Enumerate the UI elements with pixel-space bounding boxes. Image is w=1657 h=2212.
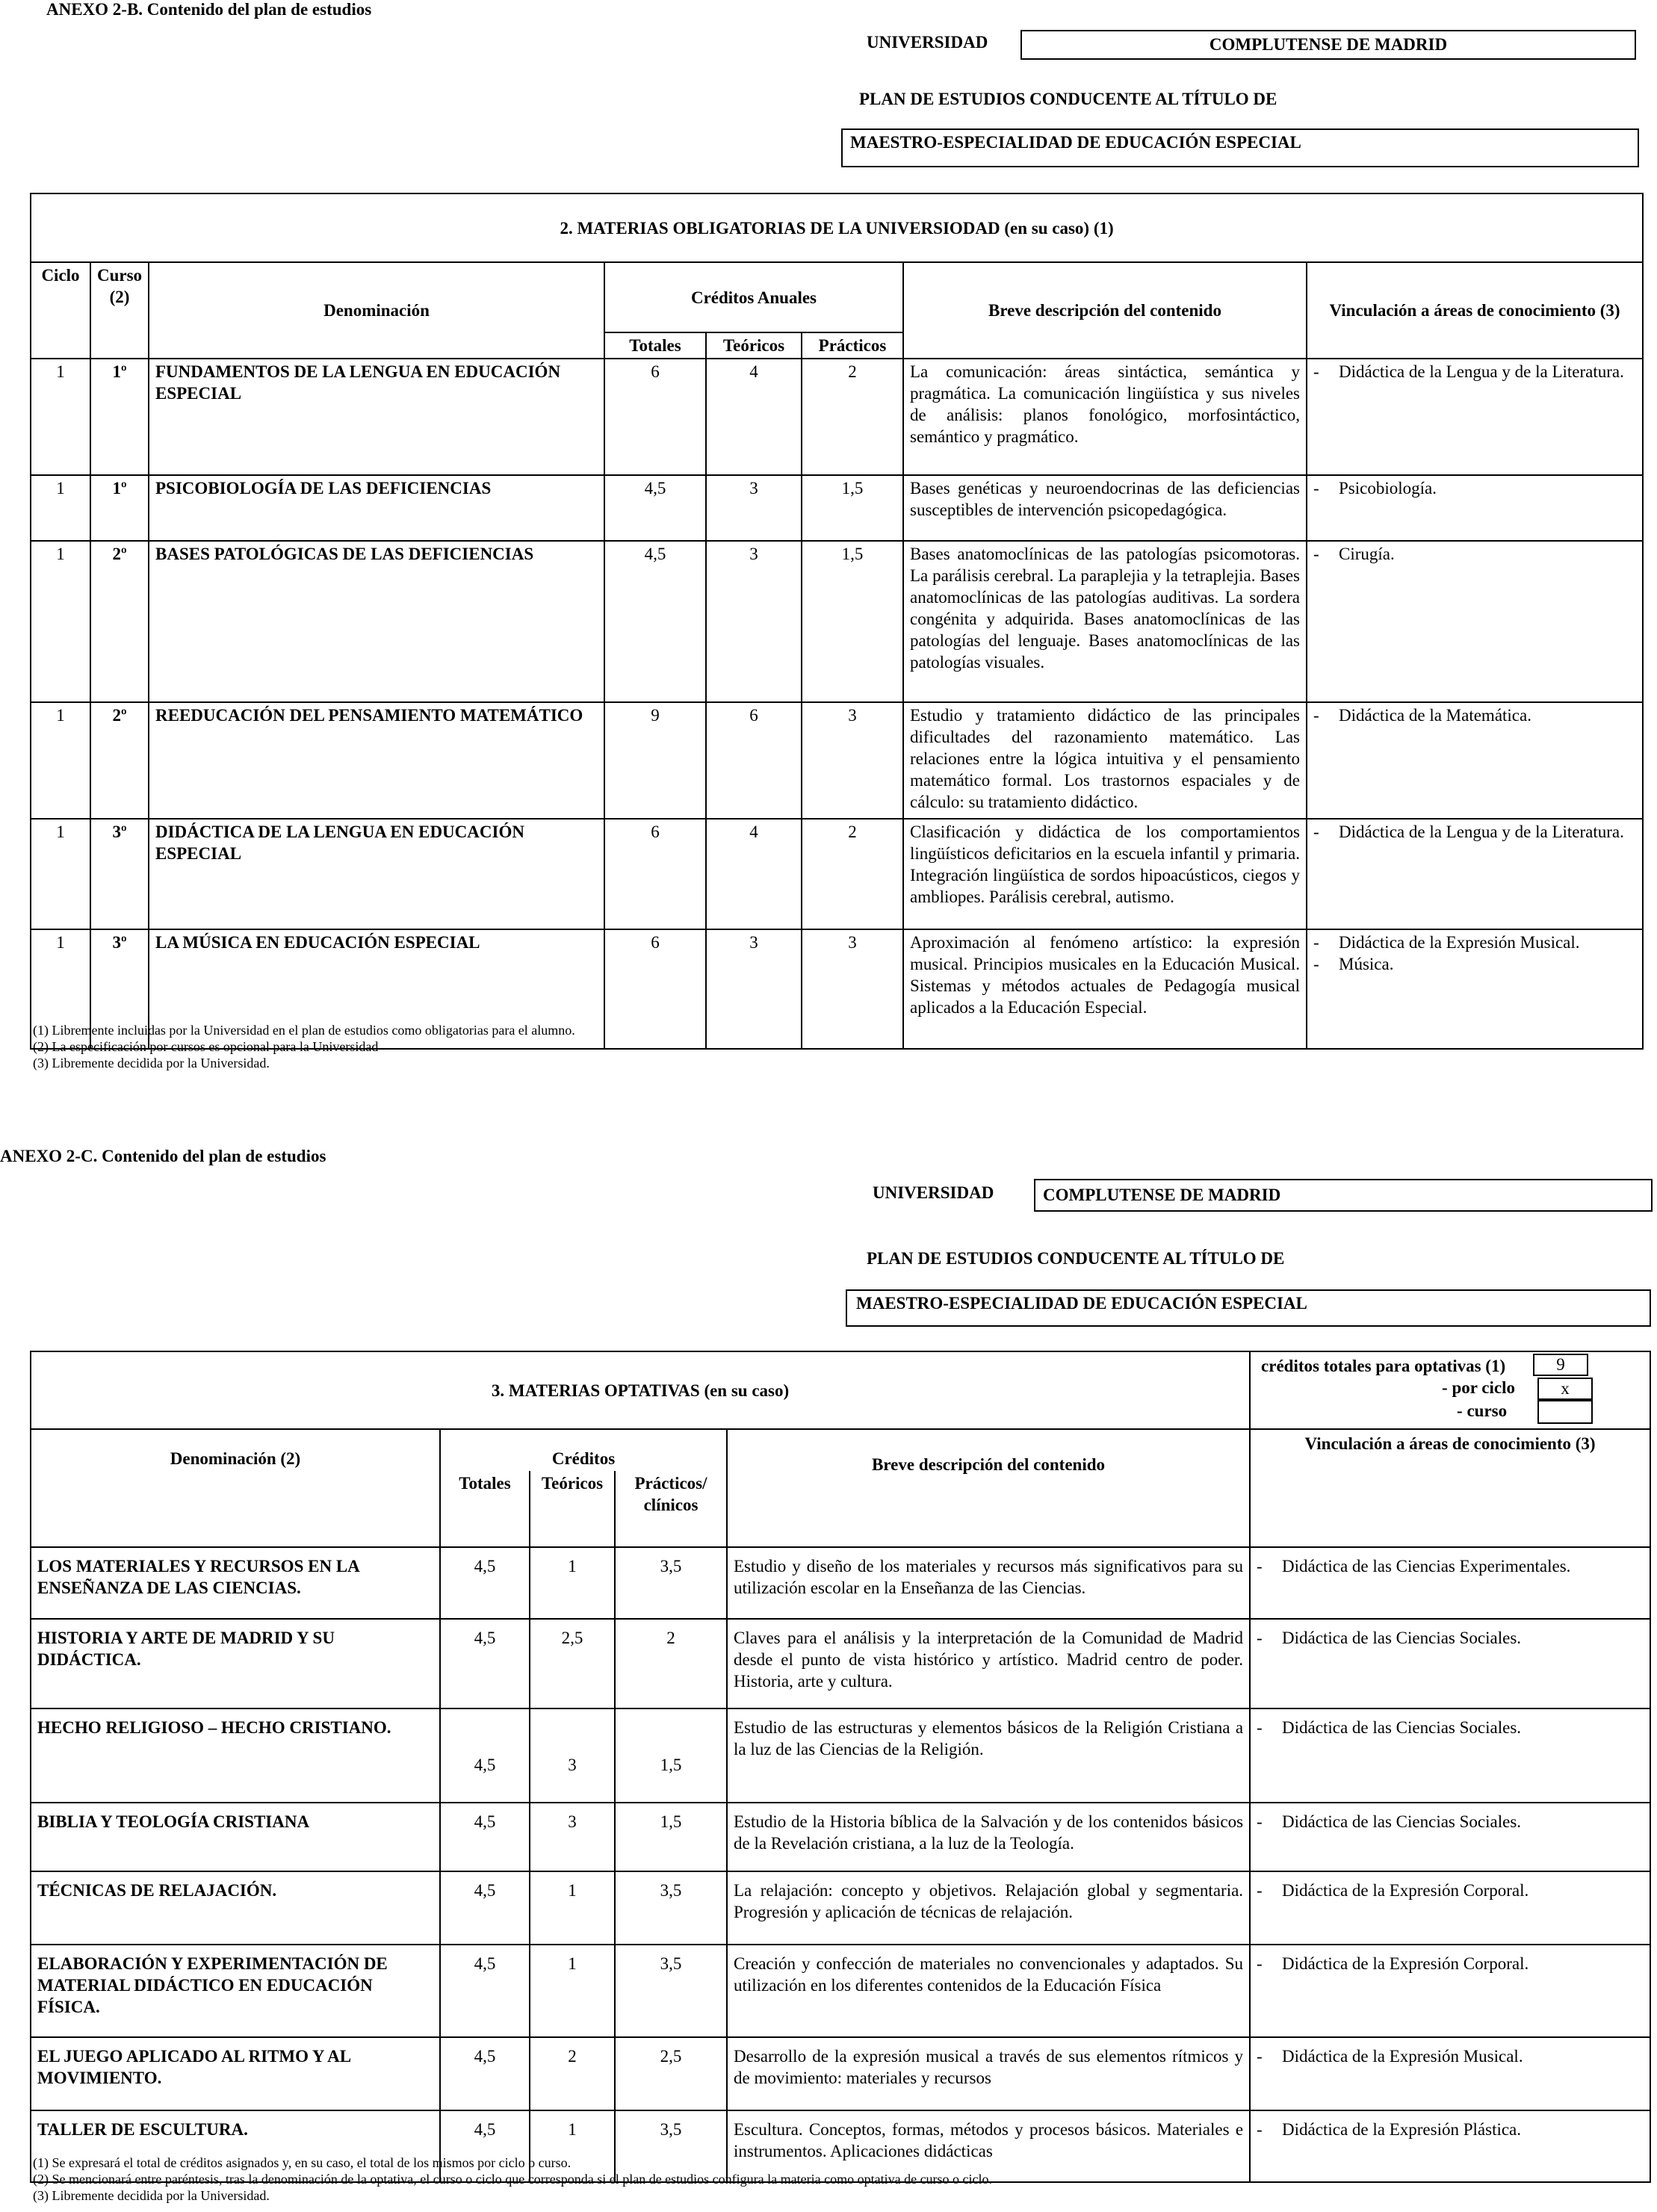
header-totales-b: Totales: [604, 332, 706, 359]
header-creditos-c: Créditos: [440, 1429, 727, 1471]
subject-name: PSICOBIOLOGÍA DE LAS DEFICIENCIAS: [149, 475, 604, 541]
header-ciclo: Ciclo: [31, 262, 90, 359]
credits-total: 4,5: [440, 1708, 530, 1803]
table-row: [31, 1803, 1650, 1871]
ciclo-cell: 1: [31, 929, 90, 1049]
knowledge-area: [1313, 932, 1636, 953]
table-title-c: 3. MATERIAS OPTATIVAS (en su caso): [31, 1351, 1250, 1429]
subject-description: Clasificación y didáctica de los comportamientos lingüísticos deficitarios en la escuela infantil y primaria. Integración lingüística de sordos hipoacústicos, ciegos y ambliopes. Parálisis cerebral, autismo.: [903, 819, 1307, 929]
table-row: [31, 702, 1643, 819]
credits-theory: 1: [530, 2110, 615, 2182]
subject-description: Estudio y diseño de los materiales y recursos más significativos para su utilización escolar en la Enseñanza de las Ciencias.: [727, 1547, 1250, 1619]
total-optional-credits-label: créditos totales para optativas (1): [1261, 1357, 1506, 1375]
knowledge-area-text: Didáctica de la Expresión Corporal.: [1282, 1954, 1529, 1973]
credits-total: 4,5: [604, 541, 706, 702]
header-descripcion-c: Breve descripción del contenido: [727, 1429, 1250, 1547]
credits-total: 4,5: [440, 2037, 530, 2110]
list-dash: -: [1313, 479, 1319, 498]
knowledge-area-cell: [1250, 1619, 1650, 1708]
knowledge-area-text: Didáctica de las Ciencias Sociales.: [1282, 1629, 1522, 1647]
list-dash: -: [1257, 1718, 1263, 1737]
subject-description: Escultura. Conceptos, formas, métodos y procesos básicos. Materiales e instrumentos. Aplicaciones didácticas: [727, 2110, 1250, 2182]
table-row: [31, 1945, 1650, 2037]
table-row: [31, 2037, 1650, 2110]
subject-name: BASES PATOLÓGICAS DE LAS DEFICIENCIAS: [149, 541, 604, 702]
degree-title-box-b: [841, 128, 1639, 167]
knowledge-area: [1257, 1555, 1644, 1577]
table-row: [31, 1619, 1650, 1708]
table-title-b: 2. MATERIAS OBLIGATORIAS DE LA UNIVERSIODAD (en su caso) (1): [31, 193, 1643, 262]
knowledge-area: [1257, 2119, 1644, 2140]
subject-description: Bases genéticas y neuroendocrinas de las deficiencias susceptibles de intervención psicopedagógica.: [903, 475, 1307, 541]
header-vinculacion-c: Vinculación a áreas de conocimiento (3): [1250, 1429, 1650, 1547]
header-practicos-c: Prácticos/ clínicos: [615, 1471, 727, 1547]
credits-practice: 2: [615, 1619, 727, 1708]
obligatory-subjects-table: [30, 193, 1644, 1050]
footnote: (1) Libremente incluidas por la Universidad en el plan de estudios como obligatorias para el alumno.: [33, 1023, 575, 1038]
knowledge-area: [1257, 1811, 1644, 1833]
plan-label-b: PLAN DE ESTUDIOS CONDUCENTE AL TÍTULO DE: [859, 90, 1277, 108]
header-denominacion-b: Denominación: [149, 262, 604, 359]
header-denominacion-c: Denominación (2): [31, 1429, 440, 1547]
list-dash: -: [1257, 2047, 1263, 2066]
header-vinculacion-b: Vinculación a áreas de conocimiento (3): [1307, 262, 1643, 359]
degree-title-b: MAESTRO-ESPECIALIDAD DE EDUCACIÓN ESPECIAL: [850, 133, 1301, 152]
subject-name: TALLER DE ESCULTURA.: [31, 2110, 440, 2182]
footnote: (3) Libremente decidida por la Universidad.: [33, 1056, 270, 1071]
credits-practice: 3: [802, 702, 903, 819]
subject-description: Estudio de la Historia bíblica de la Salvación y de los contenidos básicos de la Revelación cristiana, a la luz de la Teología.: [727, 1803, 1250, 1871]
header-totales-c: Totales: [440, 1471, 530, 1547]
subject-description: La comunicación: áreas sintáctica, semántica y pragmática. La comunicación lingüística y sus niveles de análisis: planos fonológico, morfosintáctico, semántico y pragmático.: [903, 359, 1307, 475]
knowledge-area: [1313, 361, 1636, 382]
list-dash: -: [1257, 1881, 1263, 1900]
subject-description: Estudio de las estructuras y elementos básicos de la Religión Cristiana a la luz de las Ciencias de la Religión.: [727, 1708, 1250, 1803]
knowledge-area-text: Didáctica de la Expresión Plástica.: [1282, 2120, 1522, 2139]
list-dash: -: [1313, 822, 1319, 841]
footnote: (2) La especificación por cursos es opcional para la Universidad: [33, 1039, 379, 1054]
degree-title-c: MAESTRO-ESPECIALIDAD DE EDUCACIÓN ESPECIAL: [856, 1294, 1307, 1313]
knowledge-area-text: Didáctica de las Ciencias Experimentales.: [1282, 1557, 1571, 1576]
knowledge-area-text: Didáctica de la Matemática.: [1339, 706, 1531, 725]
knowledge-areas: [1307, 702, 1643, 819]
list-dash: -: [1313, 955, 1319, 973]
table-row: [31, 1708, 1650, 1803]
knowledge-area-text: Didáctica de la Expresión Musical.: [1339, 933, 1580, 952]
subject-description: Claves para el análisis y la interpretación de la Comunidad de Madrid desde el punto de vista histórico y artístico. Madrid centro de poder. Historia, arte y cultura.: [727, 1619, 1250, 1708]
plan-label-c: PLAN DE ESTUDIOS CONDUCENTE AL TÍTULO DE: [867, 1249, 1285, 1268]
subject-name: HECHO RELIGIOSO – HECHO CRISTIANO.: [31, 1708, 440, 1803]
credits-practice: 1,5: [615, 1803, 727, 1871]
knowledge-area-text: Didáctica de la Lengua y de la Literatura.: [1339, 362, 1624, 381]
credits-practice: 2,5: [615, 2037, 727, 2110]
ciclo-cell: 1: [31, 702, 90, 819]
curso-cell: 2º: [90, 541, 149, 702]
credits-practice: 1,5: [615, 1708, 727, 1803]
knowledge-area: [1257, 1717, 1644, 1738]
credits-theory: 3: [706, 541, 802, 702]
subject-name: LOS MATERIALES Y RECURSOS EN LA ENSEÑANZA DE LAS CIENCIAS.: [31, 1547, 440, 1619]
university-name-box-c: [1034, 1179, 1653, 1212]
header-curso: Curso (2): [90, 262, 149, 359]
table-row: [31, 819, 1643, 929]
list-dash: -: [1313, 933, 1319, 952]
per-cycle-label: - por ciclo: [1442, 1378, 1515, 1397]
knowledge-area-text: Cirugía.: [1339, 545, 1395, 563]
credits-practice: 3,5: [615, 2110, 727, 2182]
curso-cell: 3º: [90, 929, 149, 1049]
knowledge-area: [1313, 821, 1636, 843]
knowledge-area: [1313, 704, 1636, 726]
credits-total: 6: [604, 929, 706, 1049]
credits-total: 4,5: [440, 1547, 530, 1619]
knowledge-area-text: Psicobiología.: [1339, 479, 1437, 498]
subject-name: HISTORIA Y ARTE DE MADRID Y SU DIDÁCTICA.: [31, 1619, 440, 1708]
knowledge-area: [1313, 953, 1636, 975]
knowledge-area-text: Música.: [1339, 955, 1394, 973]
list-dash: -: [1257, 1629, 1263, 1647]
credits-theory: 3: [530, 1803, 615, 1871]
knowledge-area-cell: [1250, 1871, 1650, 1945]
credits-practice: 2: [802, 359, 903, 475]
per-course-value: [1537, 1400, 1593, 1424]
knowledge-area: [1313, 543, 1636, 565]
header-teoricos-b: Teóricos: [706, 332, 802, 359]
knowledge-area: [1257, 1953, 1644, 1974]
knowledge-area: [1257, 1627, 1644, 1649]
footnote: (3) Libremente decidida por la Universidad.: [33, 2188, 270, 2203]
footnotes-b: [33, 1022, 575, 1071]
degree-title-box-c: [846, 1289, 1651, 1327]
subject-name: EL JUEGO APLICADO AL RITMO Y AL MOVIMIENTO.: [31, 2037, 440, 2110]
knowledge-area-text: Didáctica de la Lengua y de la Literatura.: [1339, 822, 1624, 841]
table-row: [31, 359, 1643, 475]
credits-theory: 3: [706, 929, 802, 1049]
university-label-b: UNIVERSIDAD: [867, 33, 988, 52]
header-practicos-b: Prácticos: [802, 332, 903, 359]
header-teoricos-c: Teóricos: [530, 1471, 615, 1547]
table-row: [31, 1871, 1650, 1945]
optional-subjects-table: [30, 1351, 1651, 2183]
university-name-box-b: [1020, 30, 1636, 60]
footnotes-c: [33, 2154, 992, 2204]
footnote: (2) Se mencionará entre paréntesis, tras la denominación de la optativa, el curso o ciclo que corresponda si el plan de estudios configura la materia como optativa de curso o ciclo.: [33, 2172, 993, 2187]
credits-total: 4,5: [440, 1871, 530, 1945]
credits-theory: 2,5: [530, 1619, 615, 1708]
credits-theory: 1: [530, 1547, 615, 1619]
knowledge-areas: [1307, 929, 1643, 1049]
ciclo-cell: 1: [31, 475, 90, 541]
university-name-c: COMPLUTENSE DE MADRID: [1043, 1186, 1281, 1204]
credits-practice: 3,5: [615, 1945, 727, 2037]
ciclo-cell: 1: [31, 819, 90, 929]
header-creditos-anuales: Créditos Anuales: [604, 262, 903, 332]
footnote: (1) Se expresará el total de créditos asignados y, en su caso, el total de los mismos por ciclo o curso.: [33, 2155, 572, 2170]
knowledge-area-cell: [1250, 1945, 1650, 2037]
subject-description: Creación y confección de materiales no convencionales y adaptados. Su utilización en los diferentes contenidos de la Educación Física: [727, 1945, 1250, 2037]
knowledge-areas: [1307, 541, 1643, 702]
list-dash: -: [1313, 362, 1319, 381]
credits-total: 4,5: [604, 475, 706, 541]
curso-cell: 1º: [90, 475, 149, 541]
knowledge-area-text: Didáctica de las Ciencias Sociales.: [1282, 1812, 1522, 1831]
credits-total: 4,5: [440, 1945, 530, 2037]
subject-description: Bases anatomoclínicas de las patologías psicomotoras. La parálisis cerebral. La paraplejia y la tetraplejia. Bases anatomoclínicas de las patologías auditivas. La sordera congénita y adquirida. Bases anatomoclínicas de las patologías del lenguaje. Bases anatomoclínicas de las patologías visuales.: [903, 541, 1307, 702]
anexo-2b-heading: ANEXO 2-B. Contenido del plan de estudios: [46, 0, 372, 19]
anexo-2c-heading: ANEXO 2-C. Contenido del plan de estudios: [0, 1147, 326, 1165]
credits-total: 4,5: [440, 2110, 530, 2182]
subject-description: Estudio y tratamiento didáctico de las principales dificultades del razonamiento matemático. Las relaciones entre la lógica intuitiva y el pensamiento matemático formal. Los trastornos espaciales y de cálculo: su tratamiento didáctico.: [903, 702, 1307, 819]
credits-theory: 2: [530, 2037, 615, 2110]
credits-total: 4,5: [440, 1619, 530, 1708]
subject-name: FUNDAMENTOS DE LA LENGUA EN EDUCACIÓN ESPECIAL: [149, 359, 604, 475]
per-cycle-value: x: [1537, 1378, 1593, 1400]
ciclo-cell: 1: [31, 359, 90, 475]
subject-description: Desarrollo de la expresión musical a través de sus elementos rítmicos y de movimiento: materiales y recursos: [727, 2037, 1250, 2110]
header-descripcion-b: Breve descripción del contenido: [903, 262, 1307, 359]
credits-theory: 4: [706, 819, 802, 929]
curso-cell: 1º: [90, 359, 149, 475]
knowledge-areas: [1307, 475, 1643, 541]
credits-theory: 3: [706, 475, 802, 541]
credits-theory: 6: [706, 702, 802, 819]
list-dash: -: [1257, 1812, 1263, 1831]
knowledge-area: [1313, 477, 1636, 499]
subject-name: LA MÚSICA EN EDUCACIÓN ESPECIAL: [149, 929, 604, 1049]
subject-name: ELABORACIÓN Y EXPERIMENTACIÓN DE MATERIAL DIDÁCTICO EN EDUCACIÓN FÍSICA.: [31, 1945, 440, 2037]
subject-name: BIBLIA Y TEOLOGÍA CRISTIANA: [31, 1803, 440, 1871]
credits-total: 9: [604, 702, 706, 819]
knowledge-area-cell: [1250, 2110, 1650, 2182]
knowledge-area: [1257, 2045, 1644, 2067]
knowledge-area-text: Didáctica de las Ciencias Sociales.: [1282, 1718, 1522, 1737]
knowledge-area-cell: [1250, 2037, 1650, 2110]
knowledge-area-cell: [1250, 1547, 1650, 1619]
credits-theory: 1: [530, 1871, 615, 1945]
table-row: [31, 541, 1643, 702]
credits-total: 6: [604, 819, 706, 929]
knowledge-area-text: Didáctica de la Expresión Corporal.: [1282, 1881, 1529, 1900]
knowledge-areas: [1307, 819, 1643, 929]
credits-theory: 3: [530, 1708, 615, 1803]
subject-name: TÉCNICAS DE RELAJACIÓN.: [31, 1871, 440, 1945]
credits-theory: 1: [530, 1945, 615, 2037]
knowledge-area: [1257, 1880, 1644, 1901]
curso-cell: 2º: [90, 702, 149, 819]
list-dash: -: [1313, 545, 1319, 563]
total-optional-credits-value: 9: [1533, 1354, 1588, 1376]
curso-cell: 3º: [90, 819, 149, 929]
knowledge-area-cell: [1250, 1803, 1650, 1871]
table-row: [31, 1547, 1650, 1619]
table-row: [31, 475, 1643, 541]
credits-practice: 1,5: [802, 475, 903, 541]
per-course-label: - curso: [1457, 1401, 1508, 1420]
list-dash: -: [1313, 706, 1319, 725]
credits-practice: 3: [802, 929, 903, 1049]
list-dash: -: [1257, 1557, 1263, 1576]
credits-total: 4,5: [440, 1803, 530, 1871]
ciclo-cell: 1: [31, 541, 90, 702]
list-dash: -: [1257, 2120, 1263, 2139]
subject-name: REEDUCACIÓN DEL PENSAMIENTO MATEMÁTICO: [149, 702, 604, 819]
credits-practice: 1,5: [802, 541, 903, 702]
credits-total: 6: [604, 359, 706, 475]
subject-name: DIDÁCTICA DE LA LENGUA EN EDUCACIÓN ESPECIAL: [149, 819, 604, 929]
credits-practice: 3,5: [615, 1547, 727, 1619]
credits-practice: 3,5: [615, 1871, 727, 1945]
list-dash: -: [1257, 1954, 1263, 1973]
university-name-b: COMPLUTENSE DE MADRID: [1209, 35, 1448, 54]
subject-description: La relajación: concepto y objetivos. Relajación global y segmentaria. Progresión y aplicación de técnicas de relajación.: [727, 1871, 1250, 1945]
subject-description: Aproximación al fenómeno artístico: la expresión musical. Principios musicales en la Educación Musical. Sistemas y métodos actuales de Pedagogía musical aplicados a la Educación Especial.: [903, 929, 1307, 1049]
knowledge-area-cell: [1250, 1708, 1650, 1803]
knowledge-areas: [1307, 359, 1643, 475]
optional-credits-cell: [1250, 1351, 1650, 1429]
credits-theory: 4: [706, 359, 802, 475]
university-label-c: UNIVERSIDAD: [873, 1183, 994, 1202]
knowledge-area-text: Didáctica de la Expresión Musical.: [1282, 2047, 1523, 2066]
credits-practice: 2: [802, 819, 903, 929]
